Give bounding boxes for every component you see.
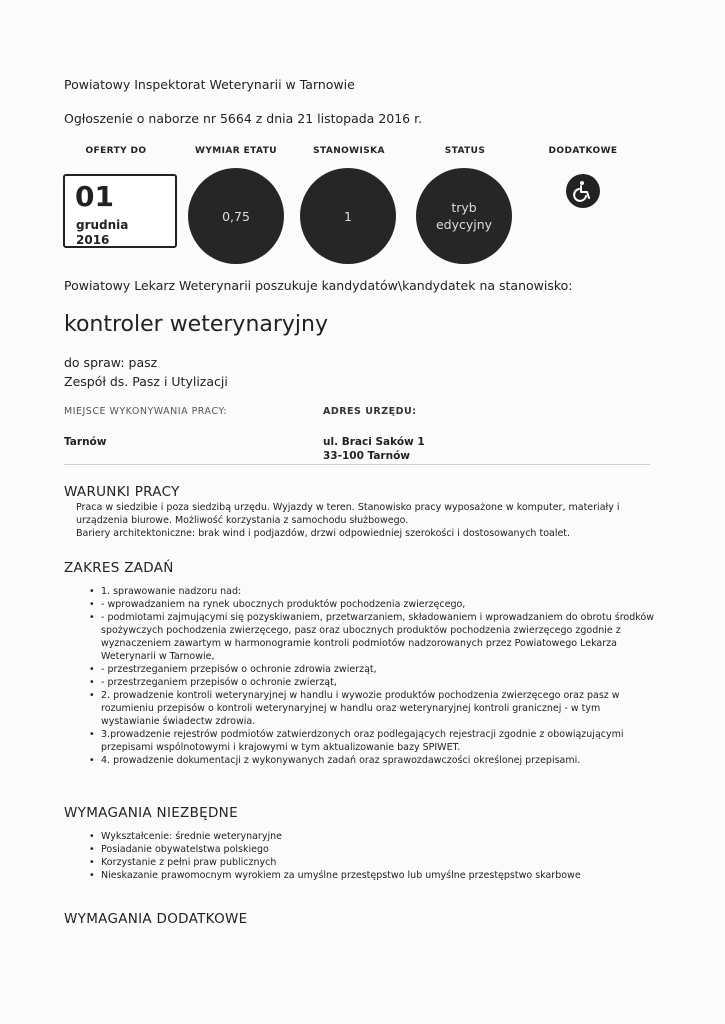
list-item: • 2. prowadzenie kontroli weterynaryjnej w handlu i wywozie produktów pochodzenia zwierzęcego oraz pasz w rozumieniu przepisów o kontroli weterynaryjnej w handlu oraz weterynaryjnej kontroli granicznej - w tym wystawianie świadectw zdrowia. [89,689,659,728]
list-item: • 3.prowadzenie rejestrów podmiotów zatwierdzonych oraz podlegających rejestracji zgodnie z obowiązującymi przepisami wspólnotowymi i krajowymi w tym aktualizowanie bazy SPIWET. [89,728,659,754]
list-item: • - przestrzeganiem przepisów o ochronie zdrowia zwierząt, [89,663,659,676]
notice-title: Ogłoszenie o naborze nr 5664 z dnia 21 listopada 2016 r. [64,111,423,126]
status-line1: tryb [451,200,477,215]
office-line2: 33-100 Tarnów [323,450,411,462]
deadline-day: 01 [75,180,114,213]
duties-heading: ZAKRES ZADAŃ [64,560,174,576]
conditions-line2: urządzenia biurowe. Możliwość korzystania z samochodu służbowego. [76,515,409,526]
position-title: kontroler weterynaryjny [64,312,329,337]
list-item: • - podmiotami zajmującymi się pozyskiwaniem, przetwarzaniem, składowaniem i wprowadzaniem do obrotu środków spożywczych pochodzenia zwierzęcego, pasz oraz ubocznych produktów pochodzenia zwierzęcego zgodnie z wyznaczeniem zawartym w harmonogramie kontroli podmiotów nadzorowanych przez Powiatowego Lekarza Weterynarii w Tarnowie, [89,611,659,663]
header-positions: STANOWISKA [313,146,385,156]
fte-value: 0,75 [222,208,250,224]
wheelchair-icon [566,174,600,208]
subject: do spraw: pasz [64,355,158,370]
required-list [89,830,649,882]
fte-circle [188,168,284,264]
extra-heading: WYMAGANIA DODATKOWE [64,911,248,927]
list-item: • 1. sprawowanie nadzoru nad: [89,585,659,598]
status-line2: edycyjny [435,217,493,232]
conditions-text [76,501,636,540]
list-item: • Korzystanie z pełni praw publicznych [89,856,649,869]
lead-text: Powiatowy Lekarz Weterynarii poszukuje kandydatów\kandydatek na stanowisko: [64,278,573,293]
deadline-year: 2016 [76,233,110,247]
required-heading: WYMAGANIA NIEZBĘDNE [64,805,238,821]
list-item: • - wprowadzaniem na rynek ubocznych produktów pochodzenia zwierzęcego, [89,598,659,611]
header-fte: WYMIAR ETATU [195,146,277,156]
duties-list [89,585,659,767]
deadline-box [63,174,177,248]
list-item: • - przestrzeganiem przepisów o ochronie zwierząt, [89,676,659,689]
place-label: MIEJSCE WYKONYWANIA PRACY: [64,406,228,417]
positions-circle [300,168,396,264]
header-status: STATUS [444,146,486,156]
deadline-month: grudnia [76,218,129,232]
conditions-line3: Bariery architektoniczne: brak wind i podjazdów, drzwi odpowiedniej szerokości i dostosowanych toalet. [76,528,571,539]
list-item: • Wykształcenie: średnie weterynaryjne [89,830,649,843]
positions-value: 1 [344,208,352,224]
office-label: ADRES URZĘDU: [323,406,417,417]
team: Zespół ds. Pasz i Utylizacji [64,374,228,389]
list-item: • Nieskazanie prawomocnym wyrokiem za umyślne przestępstwo lub umyślne przestępstwo skarbowe [89,869,649,882]
header-offers: OFERTY DO [85,146,147,156]
organization-name: Powiatowy Inspektorat Weterynarii w Tarnowie [64,77,355,92]
list-item: • Posiadanie obywatelstwa polskiego [89,843,649,856]
conditions-line1: Praca w siedzibie i poza siedzibą urzędu. Wyjazdy w teren. Stanowisko pracy wyposażone w komputer, materiały i [76,502,620,513]
place-value: Tarnów [64,436,107,448]
conditions-heading: WARUNKI PRACY [64,484,180,500]
deadline-month-year [76,218,128,248]
header-additional: DODATKOWE [548,146,618,156]
divider [64,464,650,465]
office-line1: ul. Braci Saków 1 [323,436,425,448]
status-circle [416,168,512,264]
list-item: • 4. prowadzenie dokumentacji z wykonywanych zadań oraz sprawozdawczości określonej przepisami. [89,754,659,767]
